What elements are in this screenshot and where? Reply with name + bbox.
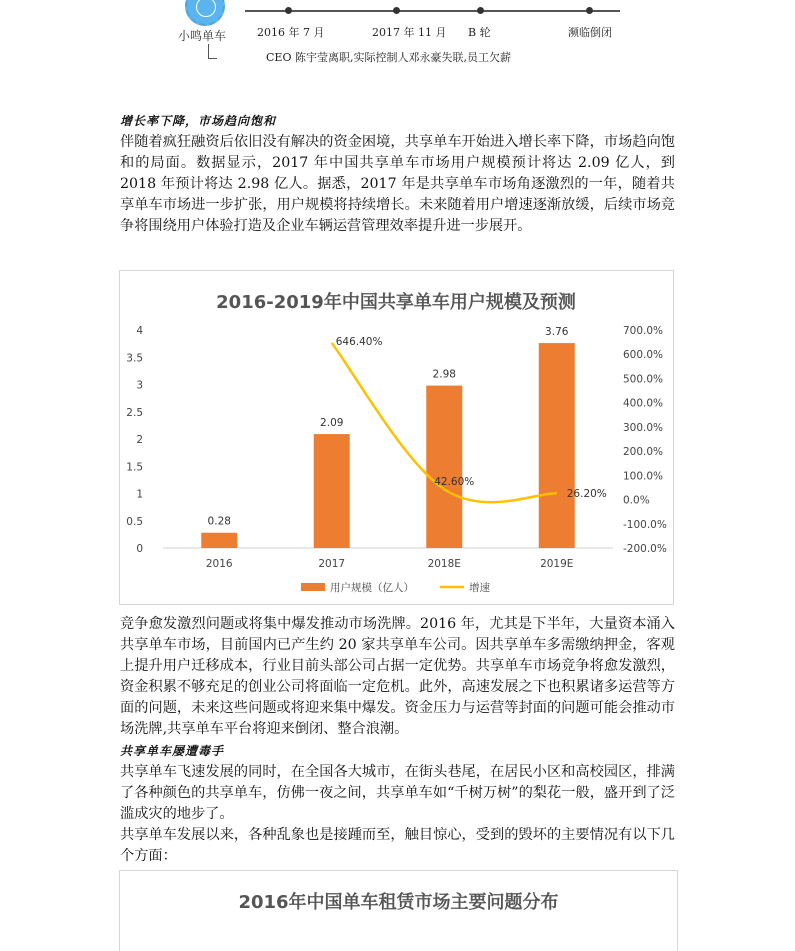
line-data-label: 26.20%: [566, 488, 607, 501]
timeline-event: 2017 年 11 月: [372, 26, 447, 39]
timeline-bracket: [208, 44, 217, 59]
timeline-brand: 小鸣单车: [178, 29, 227, 43]
y-right-tick-label: 400.0%: [623, 397, 664, 410]
y-left-tick-label: 1: [136, 488, 143, 501]
y-right-tick-label: 0.0%: [623, 494, 650, 507]
bar-data-label: 3.76: [545, 326, 569, 339]
x-tick-label: 2016: [205, 558, 233, 570]
chart-problem-distribution: [119, 870, 678, 951]
y-left-tick-label: 3: [136, 379, 143, 392]
y-left-tick-label: 2: [136, 434, 143, 446]
legend-label: 增速: [469, 582, 490, 594]
bar-data-label: 0.28: [207, 515, 231, 528]
timeline-dot: [393, 7, 400, 14]
chart-title: 2016-2019年中国共享单车用户规模及预测: [216, 292, 576, 313]
chart-title: 2016年中国单车租赁市场主要问题分布: [238, 892, 559, 913]
x-tick-label: 2017: [318, 558, 346, 570]
section-heading: 增长率下降，市场趋向饱和: [120, 114, 277, 128]
y-right-tick-label: 100.0%: [623, 470, 664, 483]
bar-user-scale: [539, 343, 575, 548]
line-data-label: 42.60%: [434, 476, 475, 489]
y-left-tick-label: 3.5: [126, 352, 143, 365]
timeline-event: B 轮: [468, 26, 491, 39]
body-paragraph: 共享单车发展以来，各种乱象也是接踵而至，触目惊心，受到的毁坏的主要情况有以下几个方面：: [120, 827, 675, 864]
y-right-tick-label: -200.0%: [623, 543, 667, 555]
section-heading: 共享单车屡遭毒手: [120, 744, 225, 758]
timeline-event: 濒临倒闭: [568, 26, 612, 39]
chart-user-scale: [119, 270, 674, 605]
timeline-line: [245, 10, 620, 12]
y-right-tick-label: 200.0%: [623, 446, 664, 459]
x-tick-label: 2019E: [540, 558, 574, 570]
y-right-tick-label: 300.0%: [623, 421, 664, 434]
timeline-event: 2016 年 7 月: [257, 26, 325, 39]
body-paragraph: 伴随着疯狂融资后依旧没有解决的资金困境，共享单车开始进入增长率下降，市场趋向饱和的局面。数据显示，2017 年中国共享单车市场用户规模预计将达 2.09 亿人，到 2018 年预计将达 2.98 亿人。据悉，2017 年是共享单车市场角逐激烈的一年，随着共享单车市场进一步扩张，用户规模将持续增长。未来随着用户增速逐渐放缓，后续市场竞争将围绕用户体验打造及企业车辆运营管理效率提升进一步展开。: [120, 134, 675, 234]
timeline-dot: [477, 7, 484, 14]
body-paragraph: 竞争愈发激烈问题或将集中爆发推动市场洗牌。2016 年，尤其是下半年，大量资本涌入共享单车市场，目前国内已产生约 20 家共享单车公司。因共享单车多需缴纳押金，客观上提升用户迁移成本，行业目前头部公司占据一定优势。共享单车市场竞争将愈发激烈，资金积累不够充足的创业公司将面临一定危机。此外，高速发展之下也积累诸多运营等方面的问题，未来这些问题或将迎来集中爆发。资金压力与运营等封面的问题可能会推动市场洗牌,共享单车平台将迎来倒闭、整合浪潮。: [120, 616, 675, 737]
bar-user-scale: [201, 533, 237, 548]
timeline-dot: [285, 7, 292, 14]
y-left-tick-label: 0.5: [126, 515, 143, 528]
y-left-tick-label: 0: [136, 543, 143, 555]
timeline-note: CEO 陈宇莹离职,实际控制人邓永豪失联,员工欠薪: [266, 51, 511, 64]
y-left-tick-label: 4: [136, 325, 143, 337]
x-tick-label: 2018E: [427, 558, 461, 570]
y-left-tick-label: 1.5: [126, 461, 143, 474]
xiaoming-logo-icon: [185, 0, 225, 26]
line-data-label: 646.40%: [335, 335, 383, 348]
y-left-tick-label: 2.5: [126, 406, 143, 419]
y-right-tick-label: -100.0%: [623, 518, 667, 531]
timeline-dot: [586, 7, 593, 14]
y-right-tick-label: 700.0%: [623, 325, 664, 337]
chart-svg: [120, 271, 673, 604]
bar-user-scale: [314, 434, 350, 548]
bar-data-label: 2.98: [432, 368, 456, 381]
bar-user-scale: [426, 386, 462, 548]
legend-label: 用户规模（亿人）: [330, 582, 414, 594]
bar-data-label: 2.09: [320, 417, 344, 430]
y-right-tick-label: 500.0%: [623, 373, 664, 386]
y-right-tick-label: 600.0%: [623, 349, 664, 362]
body-paragraph: 共享单车飞速发展的同时，在全国各大城市，在街头巷尾，在居民小区和高校园区，排满了各种颜色的共享单车，仿佛一夜之间，共享单车如“千树万树”的梨花一般，盛开到了泛滥成灾的地步了。: [120, 764, 675, 822]
legend-swatch-bar: [301, 583, 325, 591]
